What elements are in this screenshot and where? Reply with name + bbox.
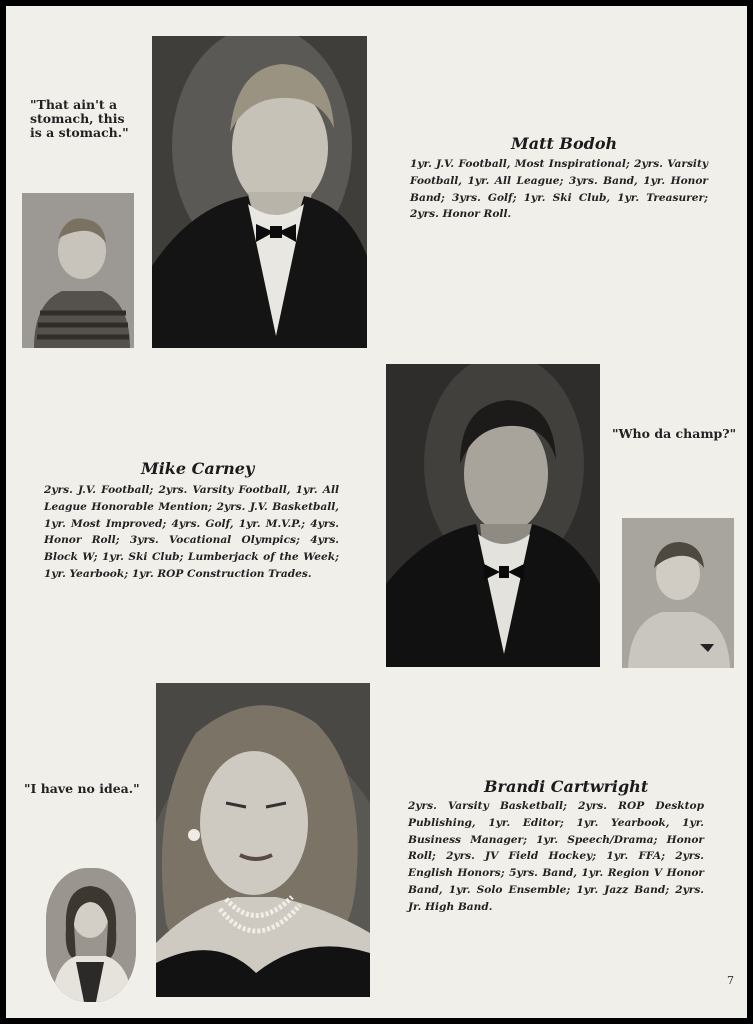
bio-brandi-cartwright: 2yrs. Varsity Basketball; 2yrs. ROP Desktop Publishing, 1yr. Editor; 1yr. Yearbook, 1yr. Business Manager; 1yr. Speech/Drama; Honor Roll; 2yrs. JV Field Hockey; 1yr. FFA; 2yrs. English Honors; 5yrs. Band, 1yr. Region V Honor Band, 1yr. Solo Ensemble; 1yr. Jazz Band; 2yrs. Jr. High Band. (408, 800, 704, 913)
quote-brandi-cartwright: "I have no idea." (24, 781, 140, 796)
baby-photo-matt-bodoh (22, 193, 134, 348)
portrait-photo-matt-bodoh (152, 36, 367, 348)
quote-mike-carney: "Who da champ?" (612, 426, 737, 441)
name-mike-carney: Mike Carney (141, 459, 255, 478)
bio-mike-carney: 2yrs. J.V. Football; 2yrs. Varsity Football, 1yr. All League Honorable Mention; 2yrs. J.V. Basketball, 1yr. Most Improved; 4yrs. Golf, 1yr. M.V.P.; 4yrs. Honor Roll; 3yrs. Vocational Olympics; 4yrs. Block W; 1yr. Ski Club; Lumberjack of the Week; 1yr. Yearbook; 1yr. ROP Construction Trades. (44, 484, 339, 580)
portrait-photo-mike-carney (386, 364, 600, 667)
baby-photo-brandi-cartwright (46, 868, 136, 1002)
page-number: 7 (727, 974, 734, 987)
name-matt-bodoh: Matt Bodoh (511, 134, 618, 153)
portrait-photo-brandi-cartwright (156, 683, 370, 997)
baby-photo-mike-carney (622, 518, 734, 668)
name-brandi-cartwright: Brandi Cartwright (484, 777, 649, 796)
bio-matt-bodoh: 1yr. J.V. Football, Most Inspirational; 2yrs. Varsity Football, 1yr. All League; 3yrs. Band, 1yr. Honor Band; 3yrs. Golf; 1yr. Ski Club, 1yr. Treasurer; 2yrs. Honor Roll. (410, 158, 708, 221)
quote-matt-bodoh: "That ain't a stomach, this is a stomach." (30, 97, 129, 140)
yearbook-page (6, 6, 747, 1018)
